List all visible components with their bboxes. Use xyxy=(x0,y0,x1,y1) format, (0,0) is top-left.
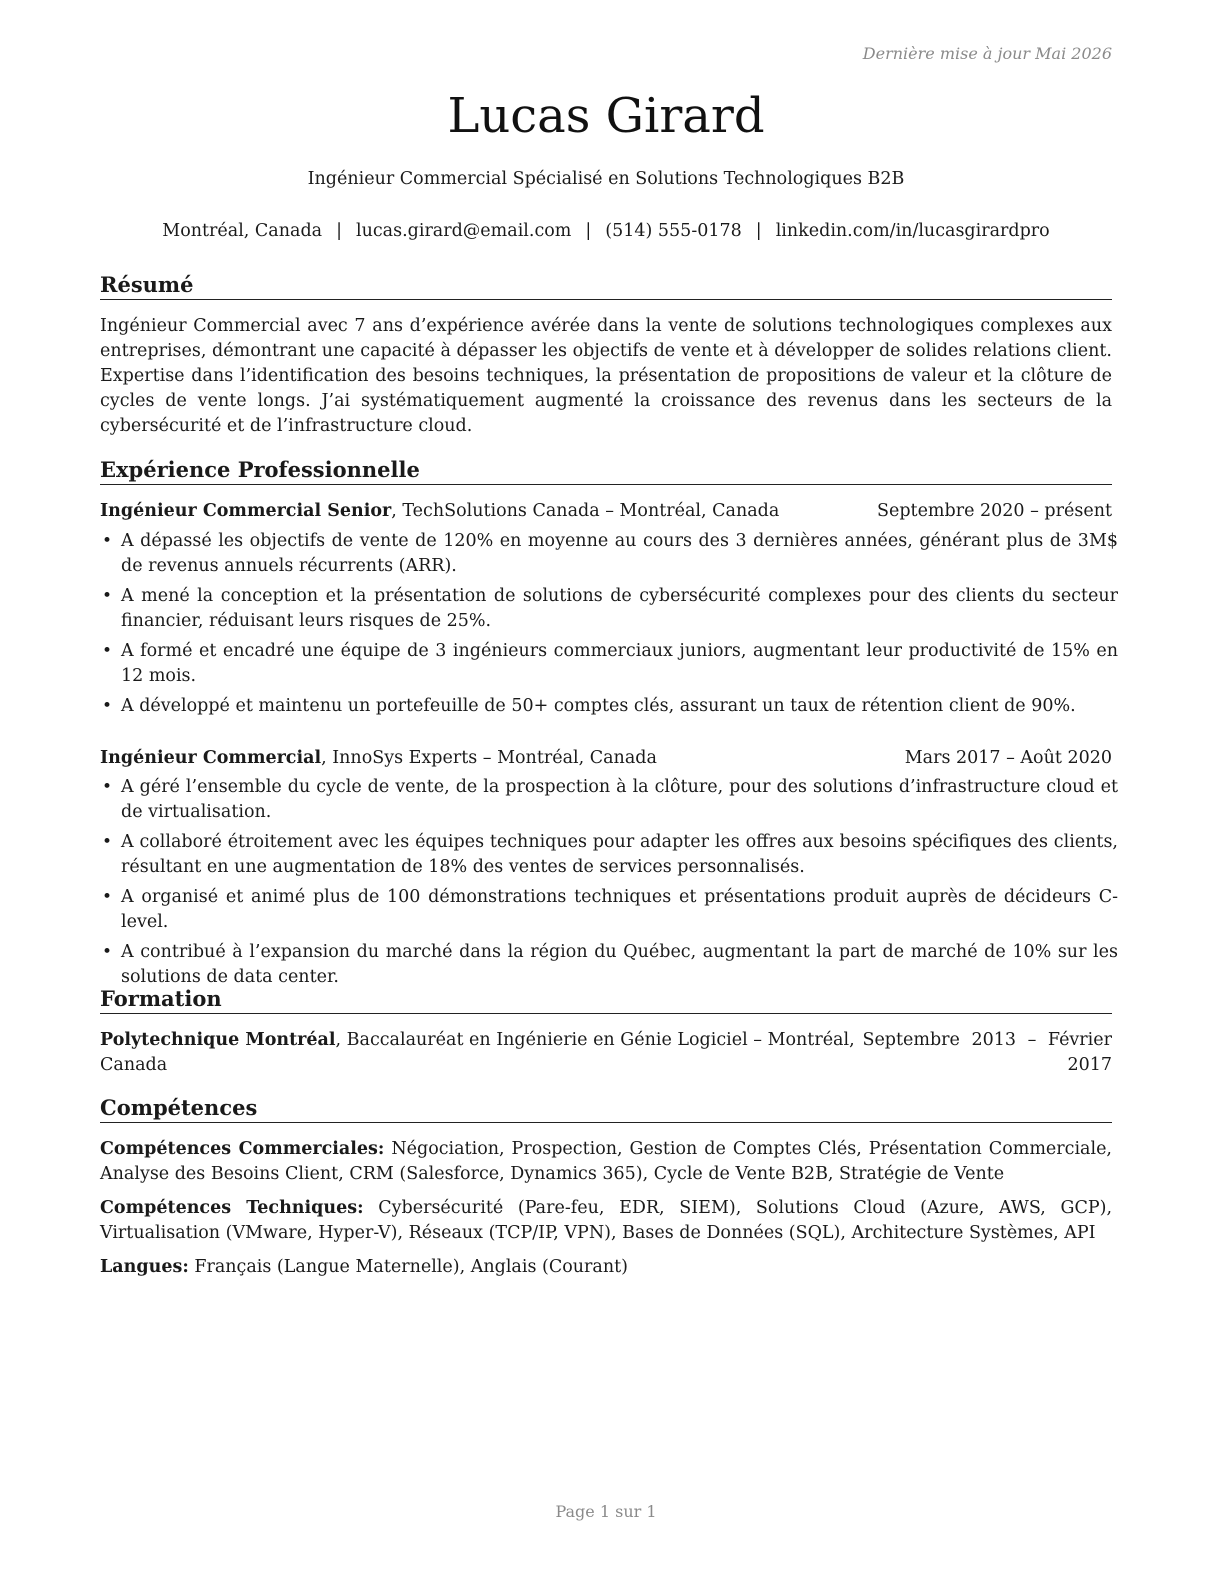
section-title-education: Formation xyxy=(100,985,1112,1014)
bullet-text: A dépassé les objectifs de vente de 120% en moyenne au cours des 3 dernières années, générant plus de 3M$ de revenus annuels récurrents (ARR). xyxy=(121,531,1118,576)
bullet-icon: • xyxy=(102,531,113,551)
bullet-icon: • xyxy=(102,832,113,852)
contact-separator: | xyxy=(336,221,342,241)
list-item xyxy=(100,694,1118,719)
contact-email[interactable]: lucas.girard@email.com xyxy=(356,221,572,241)
contact-separator: | xyxy=(585,221,592,241)
page-number: Page 1 sur 1 xyxy=(555,1502,657,1521)
candidate-title: Ingénieur Commercial Spécialisé en Solutions Technologiques B2B xyxy=(307,169,905,189)
job-bullets xyxy=(100,529,1118,724)
job-dates: Septembre 2020 – présent xyxy=(877,501,1112,521)
bullet-text: A développé et maintenu un portefeuille de 50+ comptes clés, assurant un taux de rétention client de 90%. xyxy=(121,696,1076,716)
skills-languages xyxy=(100,1255,1112,1280)
contact-line xyxy=(100,219,1112,243)
list-item xyxy=(100,584,1118,634)
skills-text: Français (Langue Maternelle), Anglais (Courant) xyxy=(188,1257,628,1277)
job-header xyxy=(100,499,1112,524)
education-entry xyxy=(100,1028,1112,1078)
skills-label: Compétences Commerciales: xyxy=(100,1139,385,1159)
bullet-text: A organisé et animé plus de 100 démonstrations techniques et présentations produit auprès de décideurs C-level. xyxy=(121,887,1118,932)
bullet-text: A formé et encadré une équipe de 3 ingénieurs commerciaux juniors, augmentant leur productivité de 15% en 12 mois. xyxy=(121,641,1118,686)
contact-separator: | xyxy=(755,221,762,241)
list-item xyxy=(100,639,1118,689)
section-title-skills: Compétences xyxy=(100,1094,1112,1123)
skills-text: Négociation, Prospection, Gestion de Comptes Clés, Présentation Commerciale, Analyse des Besoins Client, CRM (Salesforce, Dynamics 365), Cycle de Vente B2B, Stratégie de Vente xyxy=(100,1139,1112,1184)
skills-technical xyxy=(100,1196,1112,1246)
job-dates: Mars 2017 – Août 2020 xyxy=(904,748,1112,768)
list-item xyxy=(100,940,1118,990)
skills-label: Langues: xyxy=(100,1257,189,1277)
list-item xyxy=(100,775,1118,825)
list-item xyxy=(100,830,1118,880)
bullet-text: A géré l’ensemble du cycle de vente, de la prospection à la clôture, pour des solutions d’infrastructure cloud et de virtualisation. xyxy=(121,777,1118,822)
bullet-icon: • xyxy=(102,696,113,716)
education-school: Polytechnique Montréal xyxy=(100,1030,336,1050)
contact-phone: (514) 555-0178 xyxy=(605,221,742,241)
bullet-icon: • xyxy=(102,641,113,661)
skills-commercial xyxy=(100,1137,1112,1187)
contact-location: Montréal, Canada xyxy=(162,221,323,241)
resume-page xyxy=(100,0,1118,1584)
bullet-text: A mené la conception et la présentation de solutions de cybersécurité complexes pour des clients du secteur financier, réduisant leurs risques de 25%. xyxy=(121,586,1118,631)
section-title-experience: Expérience Professionnelle xyxy=(100,456,1112,485)
bullet-text: A contribué à l’expansion du marché dans la région du Québec, augmentant la part de marché de 10% sur les solutions de data center. xyxy=(121,942,1118,987)
skills-text: Cybersécurité (Pare-feu, EDR, SIEM), Solutions Cloud (Azure, AWS, GCP), Virtualisation (VMware, Hyper-V), Réseaux (TCP/IP, VPN), Bases de Données (SQL), Architecture Systèmes, API xyxy=(100,1198,1113,1243)
job-company: , TechSolutions Canada – Montréal, Canada xyxy=(391,501,780,521)
skills-label: Compétences Techniques: xyxy=(100,1198,364,1218)
job-role: Ingénieur Commercial xyxy=(100,748,322,768)
bullet-text: A collaboré étroitement avec les équipes techniques pour adapter les offres aux besoins spécifiques des clients, résultant en une augmentation de 18% des ventes de services personnalisés. xyxy=(121,832,1118,877)
list-item xyxy=(100,885,1118,935)
bullet-icon: • xyxy=(102,586,113,606)
job-header xyxy=(100,746,1112,771)
bullet-icon: • xyxy=(102,942,113,962)
job-bullets xyxy=(100,775,1118,995)
bullet-icon: • xyxy=(102,777,113,797)
contact-linkedin[interactable]: linkedin.com/in/lucasgirardpro xyxy=(775,221,1050,241)
job-company: , InnoSys Experts – Montréal, Canada xyxy=(321,748,657,768)
candidate-name: Lucas Girard xyxy=(447,88,765,144)
last-updated: Dernière mise à jour Mai 2026 xyxy=(862,44,1112,63)
education-degree: , Baccalauréat en Ingénierie en Génie Logiciel – Montréal, Canada xyxy=(100,1030,855,1075)
section-title-summary: Résumé xyxy=(100,271,1112,300)
education-dates: Septembre 2013 – Février 2017 xyxy=(862,1030,1112,1075)
summary-text: Ingénieur Commercial avec 7 ans d’expérience avérée dans la vente de solutions technologiques complexes aux entreprises, démontrant une capacité à dépasser les objectifs de vente et à développer de solides relations client. Expertise dans l’identification des besoins techniques, la présentation de propositions de valeur et la clôture de cycles de vente longs. J’ai systématiquement augmenté la croissance des revenus dans les secteurs de la cybersécurité et de l’infrastructure cloud. xyxy=(100,316,1112,436)
job-role: Ingénieur Commercial Senior xyxy=(100,501,392,521)
bullet-icon: • xyxy=(102,887,113,907)
list-item xyxy=(100,529,1118,579)
